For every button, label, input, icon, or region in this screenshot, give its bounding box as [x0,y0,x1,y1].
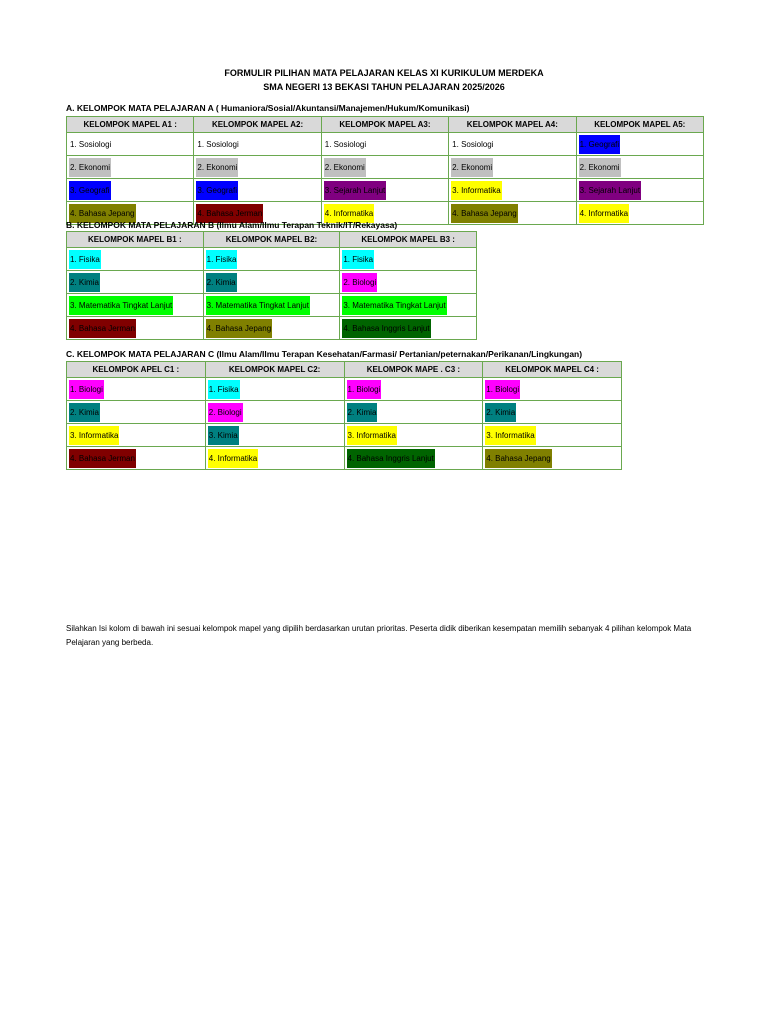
subject-label: 2. Kimia [347,403,378,422]
subject-cell [321,179,448,202]
column-header: KELOMPOK MAPEL A5: [576,117,703,133]
subject-cell [67,271,204,294]
column-header: KELOMPOK MAPEL B1 : [67,232,204,248]
subject-cell [483,424,622,447]
subject-label: 2. Biologi [342,273,377,292]
subject-cell [67,156,194,179]
column-header: KELOMPOK MAPEL A2: [194,117,321,133]
form-title: FORMULIR PILIHAN MATA PELAJARAN KELAS XI KURIKULUM MERDEKA [224,68,544,78]
subject-label: 4. Bahasa Jepang [69,204,136,223]
subject-label: 3. Matematika Tingkat Lanjut [206,296,310,315]
column-header: KELOMPOK APEL C1 : [67,362,206,378]
group-b-table [66,231,477,340]
subject-cell [483,378,622,401]
column-header: KELOMPOK MAPE . C3 : [344,362,483,378]
subject-cell [67,378,206,401]
subject-cell [194,156,321,179]
subject-label: 2. Kimia [69,273,100,292]
subject-label: 3. Sejarah Lanjut [324,181,387,200]
column-header: KELOMPOK MAPEL A1 : [67,117,194,133]
subject-label: 2. Kimia [485,403,516,422]
subject-cell [344,378,483,401]
subject-label: 2. Ekonomi [451,158,493,177]
subject-label: 4. Bahasa Jepang [451,204,518,223]
column-header: KELOMPOK MAPEL C4 : [483,362,622,378]
subject-label: 2. Kimia [69,403,100,422]
table-row [67,294,477,317]
instruction-text: Silahkan Isi kolom di bawah ini sesuai kelompok mapel yang dipilih berdasarkan urutan prioritas. Peserta didik diberikan kesempatan memilih sebanyak 4 pilihan kelompok Mata Pelajaran yang berbeda. [66,624,692,647]
subject-cell [67,133,194,156]
table-row [67,317,477,340]
subject-cell [205,424,344,447]
subject-label: 3. Matematika Tingkat Lanjut [342,296,446,315]
subject-label: 4. Bahasa Jerman [69,449,136,468]
subject-cell [344,447,483,470]
subject-cell [576,156,703,179]
column-header: KELOMPOK MAPEL A4: [449,117,576,133]
column-header: KELOMPOK MAPEL C2: [205,362,344,378]
subject-label: 1. Sosiologi [452,139,494,149]
subject-cell [483,401,622,424]
subject-label: 1. Fisika [208,380,240,399]
subject-label: 1. Biologi [347,380,382,399]
subject-cell [449,179,576,202]
table-row [67,248,477,271]
subject-label: 4. Bahasa Jerman [196,204,263,223]
subject-label: 2. Ekonomi [69,158,111,177]
subject-cell [340,248,477,271]
subject-cell [321,156,448,179]
group-a-header-row [67,117,704,133]
table-row [67,447,622,470]
subject-label: 2. Kimia [206,273,237,292]
column-header: KELOMPOK MAPEL B3 : [340,232,477,248]
subject-cell [576,179,703,202]
subject-label: 4. Informatika [208,449,258,468]
subject-cell [203,271,340,294]
subject-cell [203,248,340,271]
subject-label: 2. Biologi [208,403,243,422]
subject-cell [194,179,321,202]
table-row [67,133,704,156]
subject-label: 1. Geografi [579,135,621,154]
subject-cell [340,271,477,294]
column-header: KELOMPOK MAPEL A3: [321,117,448,133]
subject-cell [194,133,321,156]
subject-cell [205,401,344,424]
column-header: KELOMPOK MAPEL B2: [203,232,340,248]
subject-label: 3. Matematika Tingkat Lanjut [69,296,173,315]
subject-cell [203,294,340,317]
subject-cell [449,133,576,156]
subject-label: 3. Informatika [451,181,501,200]
subject-label: 3. Geografi [69,181,111,200]
section-b-label: B. KELOMPOK MATA PELAJARAN B (Ilmu Alam/Ilmu Terapan Teknik/IT/Rekayasa) [66,220,398,230]
subject-label: 1. Biologi [485,380,520,399]
group-c-header-row [67,362,622,378]
table-row [67,271,477,294]
subject-label: 1. Fisika [69,250,101,269]
subject-label: 4. Bahasa Inggris Lanjut [342,319,430,338]
subject-label: 3. Geografi [196,181,238,200]
subject-cell [449,156,576,179]
subject-label: 1. Biologi [69,380,104,399]
subject-cell [203,317,340,340]
subject-cell [205,447,344,470]
subject-label: 3. Informatika [69,426,119,445]
subject-cell [67,248,204,271]
subject-label: 4. Informatika [579,204,629,223]
subject-cell [340,294,477,317]
subject-label: 3. Informatika [347,426,397,445]
subject-label: 2. Ekonomi [196,158,238,177]
subject-label: 1. Fisika [206,250,238,269]
table-row [67,179,704,202]
subject-cell [67,317,204,340]
subject-cell [67,401,206,424]
subject-cell [344,424,483,447]
subject-label: 4. Bahasa Jepang [206,319,273,338]
subject-label: 1. Sosiologi [70,139,112,149]
table-row [67,424,622,447]
group-b-header-row [67,232,477,248]
subject-cell [576,202,703,225]
subject-cell [67,179,194,202]
subject-cell [576,133,703,156]
subject-label: 3. Informatika [485,426,535,445]
subject-label: 4. Informatika [324,204,374,223]
subject-label: 3. Sejarah Lanjut [579,181,642,200]
table-row [67,401,622,424]
school-title: SMA NEGERI 13 BEKASI TAHUN PELAJARAN 2025/2026 [263,82,505,92]
group-c-table [66,361,622,470]
subject-cell [321,133,448,156]
subject-cell [67,447,206,470]
subject-cell [340,317,477,340]
subject-cell [449,202,576,225]
subject-cell [483,447,622,470]
subject-label: 1. Sosiologi [324,139,367,149]
section-c-label: C. KELOMPOK MATA PELAJARAN C (Ilmu Alam/Ilmu Terapan Kesehatan/Farmasi/ Pertanian/peternakan/Perikanan/Lingkungan) [66,349,583,359]
subject-cell [67,294,204,317]
subject-cell [67,424,206,447]
subject-label: 1. Sosiologi [197,139,239,149]
subject-label: 4. Bahasa Jepang [485,449,552,468]
subject-cell [344,401,483,424]
subject-cell [205,378,344,401]
table-row [67,156,704,179]
group-a-table [66,116,704,225]
subject-label: 1. Fisika [342,250,374,269]
table-row [67,378,622,401]
subject-label: 4. Bahasa Inggris Lanjut [347,449,435,468]
subject-label: 2. Ekonomi [324,158,366,177]
section-a-label: A. KELOMPOK MATA PELAJARAN A ( Humaniora/Sosial/Akuntansi/Manajemen/Hukum/Komunikasi) [66,103,470,113]
subject-label: 4. Bahasa Jerman [69,319,136,338]
subject-label: 2. Ekonomi [579,158,621,177]
subject-label: 3. Kimia [208,426,239,445]
